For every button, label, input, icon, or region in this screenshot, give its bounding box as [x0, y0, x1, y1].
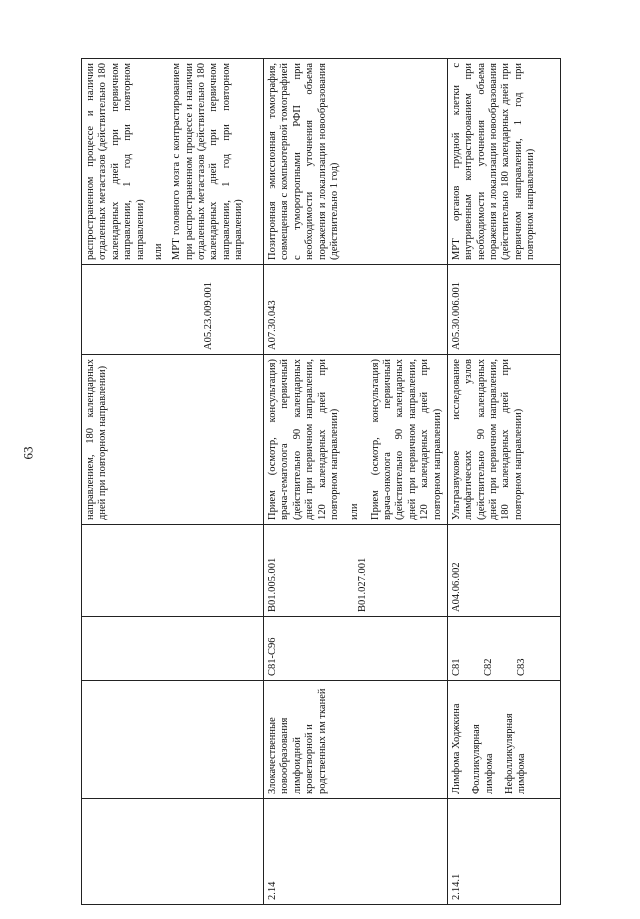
diagnosis-name-cell [82, 681, 264, 799]
icd-code-cell [82, 617, 264, 681]
service-code: A04.06.002 [450, 562, 462, 612]
icd-code: C83 [515, 658, 527, 676]
service-code: B01.027.001 [357, 557, 369, 612]
service-code-cell [264, 525, 448, 617]
diagnosis-name: Лимфома Ходжкина [450, 703, 462, 794]
service-text: Прием (осмотр, консультация) врача-гематолога первичный (действительно 90 календарных дней при первичном направлении, 120 календарных дней при повторном направлении) [267, 359, 340, 520]
icd-code: C81-C96 [267, 637, 278, 676]
table-row [82, 59, 264, 905]
exam-text: МРТ органов грудной клетки с внутривенным контрастированием при необходимости уточнения объема поражения и локализации новообразования (действительно 180 календарных дней при первичном направлении, 1 год при повторном направлении) [450, 63, 537, 260]
service-code: B01.005.001 [267, 557, 278, 612]
diagnosis-name: Злокачественные новообразования лимфоидной кроветворной и родственных им тканей [267, 688, 328, 794]
row-number: 2.14.1 [447, 799, 560, 905]
exam-text: распространенном процессе и наличии отдаленных метастазов (действительно 180 календарных дней при первичном направлении, 1 год при повторном направлении) [85, 63, 146, 260]
service-description-cell [447, 355, 560, 525]
exam-text: МРТ головного мозга с контрастированием при распространенном процессе и наличии отдаленных метастазов (действительно 180 календарных дней при первичном направлении, 1 год при повторном направлении) [171, 63, 245, 260]
service-text: направлением, 180 календарных дней при повторном направлении) [85, 359, 109, 520]
icd-code-cell [447, 617, 560, 681]
service-text: Ультразвуковое исследование лимфатических узлов (действительно 90 календарных дней при первичном направлении, 180 календарных дней при повторном направлении) [450, 359, 524, 520]
exam-code-cell [82, 265, 264, 355]
row-number: 2.14 [264, 799, 448, 905]
service-description-cell [82, 355, 264, 525]
rotated-table-stage [81, 59, 549, 905]
icd-code: C81 [450, 658, 462, 676]
service-description-cell [264, 355, 448, 525]
service-code-cell [82, 525, 264, 617]
service-code-cell [447, 525, 560, 617]
exam-description-cell [447, 59, 560, 265]
exam-description-cell [82, 59, 264, 265]
services-table [81, 58, 561, 905]
row-number [82, 799, 264, 905]
page-number: 63 [20, 446, 36, 460]
diagnosis-name-cell [264, 681, 448, 799]
exam-code: A05.23.009.001 [203, 282, 214, 350]
exam-code-cell [447, 265, 560, 355]
service-text: Прием (осмотр, консультация) врача-онколога первичный (действительно 90 календарных дней при первичном направлении, 120 календарных дней при повторном направлении) [369, 359, 443, 520]
or-text: или [349, 503, 361, 520]
exam-code: A05.30.006.001 [450, 282, 462, 350]
exam-text: Позитронная эмиссионная томография, совмещенная с компьютерной томографией с туморотропными РФП при необходимости уточнения объема поражения и локализации новообразования (действительно 1 год) [267, 63, 340, 260]
diagnosis-name: Нефолликулярная лимфома [504, 713, 528, 794]
table-row [264, 59, 448, 905]
table-row [447, 59, 560, 905]
or-text: или [152, 243, 164, 260]
exam-description-cell [264, 59, 448, 265]
diagnosis-name: Фолликулярная лимфома [471, 724, 495, 794]
diagnosis-name-cell [447, 681, 560, 799]
exam-code-cell [264, 265, 448, 355]
icd-code-cell [264, 617, 448, 681]
exam-code: A07.30.043 [267, 300, 278, 350]
icd-code: C82 [483, 658, 495, 676]
